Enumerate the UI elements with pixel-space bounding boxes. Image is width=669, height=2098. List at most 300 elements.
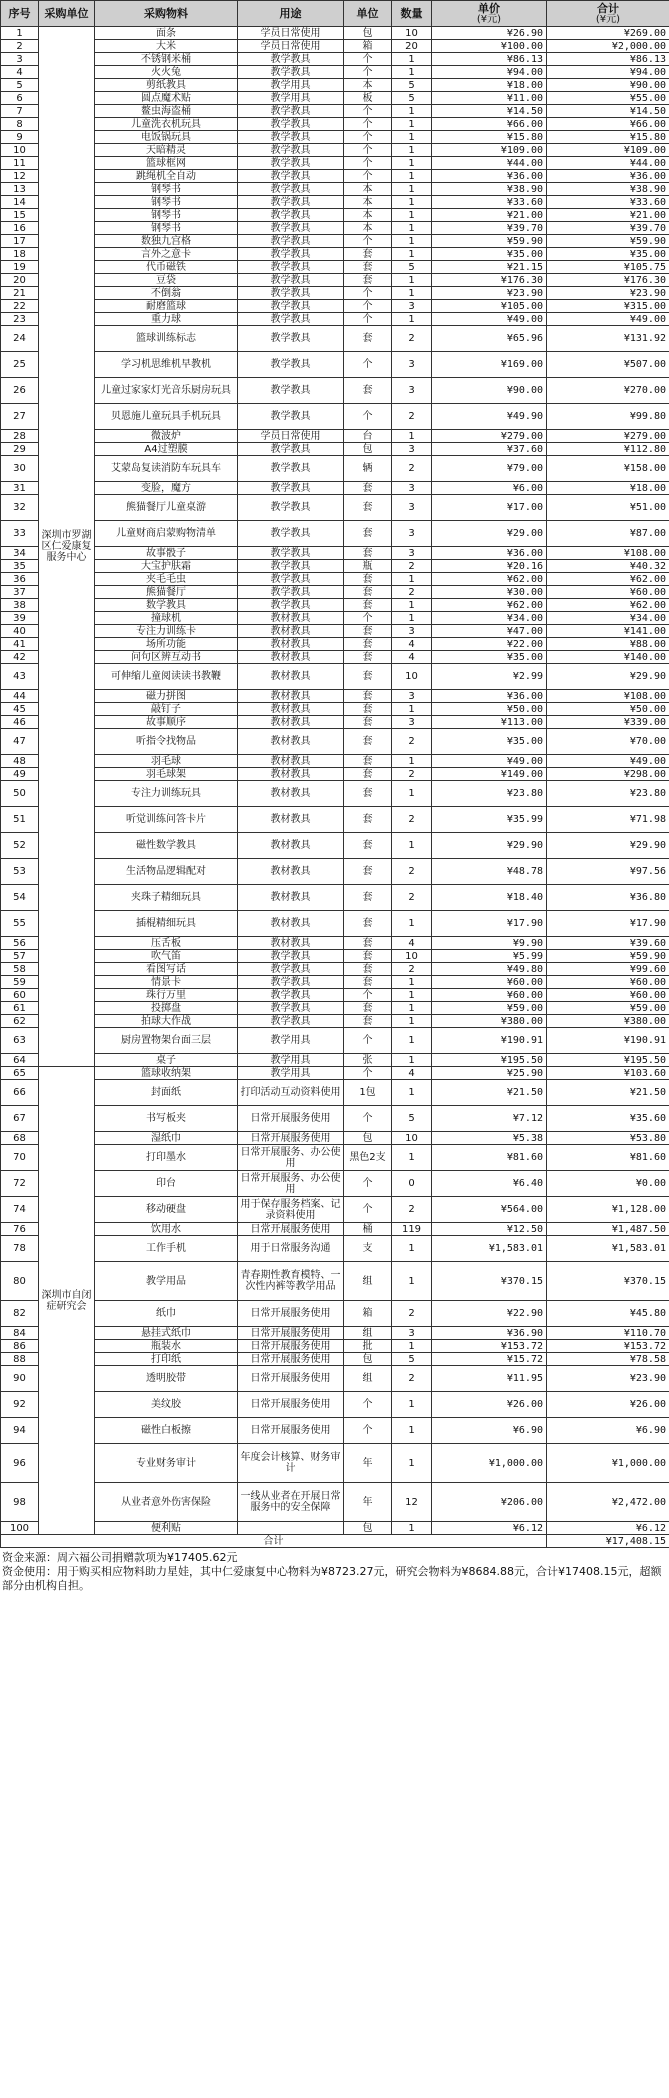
table-row — [1, 196, 669, 209]
cell-use: 教学教具 — [238, 586, 344, 599]
cell-item: 饮用水 — [95, 1223, 238, 1236]
cell-item: 豆袋 — [95, 274, 238, 287]
cell-uom: 个 — [344, 131, 392, 144]
cell-price: ¥26.90 — [432, 27, 547, 40]
cell-seq: 19 — [1, 261, 39, 274]
cell-seq: 52 — [1, 833, 39, 859]
cell-seq: 59 — [1, 976, 39, 989]
cell-seq: 33 — [1, 521, 39, 547]
cell-use: 教学教具 — [238, 976, 344, 989]
cell-price: ¥1,000.00 — [432, 1444, 547, 1483]
cell-qty: 3 — [392, 352, 432, 378]
cell-use: 日常开展服务、办公使用 — [238, 1145, 344, 1171]
cell-qty: 1 — [392, 989, 432, 1002]
cell-uom: 套 — [344, 1002, 392, 1015]
table-row — [1, 1418, 669, 1444]
cell-total: ¥2,472.00 — [547, 1483, 669, 1522]
cell-item: 面条 — [95, 27, 238, 40]
cell-total: ¥21.00 — [547, 209, 669, 222]
cell-item: 钢琴书 — [95, 183, 238, 196]
cell-use: 教材教具 — [238, 937, 344, 950]
cell-item: 故事骰子 — [95, 547, 238, 560]
cell-item: 故事顺序 — [95, 716, 238, 729]
cell-qty: 1 — [392, 911, 432, 937]
header-total — [547, 1, 669, 27]
table-row — [1, 53, 669, 66]
table-row — [1, 1080, 669, 1106]
cell-total: ¥507.00 — [547, 352, 669, 378]
cell-use: 日常开展服务使用 — [238, 1366, 344, 1392]
cell-total: ¥190.91 — [547, 1028, 669, 1054]
cell-item: 钢琴书 — [95, 209, 238, 222]
cell-qty: 2 — [392, 586, 432, 599]
table-row — [1, 170, 669, 183]
cell-use: 教学教具 — [238, 404, 344, 430]
cell-qty: 0 — [392, 1171, 432, 1197]
cell-seq: 47 — [1, 729, 39, 755]
cell-use: 教学教具 — [238, 118, 344, 131]
cell-seq: 62 — [1, 1015, 39, 1028]
cell-qty: 2 — [392, 1197, 432, 1223]
cell-use: 学员日常使用 — [238, 430, 344, 443]
cell-qty: 1 — [392, 976, 432, 989]
cell-total: ¥298.00 — [547, 768, 669, 781]
cell-price: ¥49.80 — [432, 963, 547, 976]
cell-price: ¥49.00 — [432, 755, 547, 768]
cell-item: 磁力拼图 — [95, 690, 238, 703]
cell-item: 大米 — [95, 40, 238, 53]
cell-use: 教学教具 — [238, 963, 344, 976]
cell-total: ¥112.80 — [547, 443, 669, 456]
cell-total: ¥23.90 — [547, 287, 669, 300]
cell-total: ¥141.00 — [547, 625, 669, 638]
cell-item: 专业财务审计 — [95, 1444, 238, 1483]
cell-uom: 台 — [344, 430, 392, 443]
cell-uom: 本 — [344, 79, 392, 92]
cell-use: 教学教具 — [238, 209, 344, 222]
cell-seq: 55 — [1, 911, 39, 937]
cell-price: ¥195.50 — [432, 1054, 547, 1067]
cell-seq: 40 — [1, 625, 39, 638]
cell-item: 羽毛球 — [95, 755, 238, 768]
cell-item: 重力球 — [95, 313, 238, 326]
cell-price: ¥5.38 — [432, 1132, 547, 1145]
cell-total: ¥86.13 — [547, 53, 669, 66]
cell-uom: 个 — [344, 1197, 392, 1223]
cell-uom: 个 — [344, 1067, 392, 1080]
table-row — [1, 651, 669, 664]
cell-seq: 60 — [1, 989, 39, 1002]
cell-item: 剪纸教具 — [95, 79, 238, 92]
cell-uom: 个 — [344, 53, 392, 66]
cell-price: ¥9.90 — [432, 937, 547, 950]
cell-seq: 82 — [1, 1301, 39, 1327]
cell-total: ¥103.60 — [547, 1067, 669, 1080]
cell-seq: 98 — [1, 1483, 39, 1522]
cell-uom: 套 — [344, 833, 392, 859]
table-row — [1, 430, 669, 443]
cell-price: ¥109.00 — [432, 144, 547, 157]
cell-qty: 1 — [392, 1418, 432, 1444]
cell-qty: 1 — [392, 196, 432, 209]
cell-item: 场所功能 — [95, 638, 238, 651]
cell-seq: 6 — [1, 92, 39, 105]
cell-use: 教材教具 — [238, 885, 344, 911]
cell-qty: 1 — [392, 1522, 432, 1535]
cell-price: ¥48.78 — [432, 859, 547, 885]
cell-uom: 支 — [344, 1236, 392, 1262]
cell-uom: 套 — [344, 703, 392, 716]
cell-total: ¥18.00 — [547, 482, 669, 495]
table-row — [1, 1327, 669, 1340]
cell-price: ¥79.00 — [432, 456, 547, 482]
cell-total: ¥14.50 — [547, 105, 669, 118]
cell-qty: 5 — [392, 1353, 432, 1366]
table-row — [1, 703, 669, 716]
cell-price: ¥62.00 — [432, 599, 547, 612]
cell-item: 压舌板 — [95, 937, 238, 950]
cell-uom: 套 — [344, 547, 392, 560]
table-body — [1, 27, 669, 1548]
cell-total: ¥109.00 — [547, 144, 669, 157]
cell-uom: 桶 — [344, 1223, 392, 1236]
cell-use: 教学用具 — [238, 1054, 344, 1067]
cell-qty: 1 — [392, 1262, 432, 1301]
cell-item: 不锈钢米桶 — [95, 53, 238, 66]
cell-total: ¥70.00 — [547, 729, 669, 755]
cell-total: ¥158.00 — [547, 456, 669, 482]
cell-seq: 37 — [1, 586, 39, 599]
cell-qty: 4 — [392, 638, 432, 651]
cell-total: ¥60.00 — [547, 976, 669, 989]
table-row — [1, 573, 669, 586]
cell-qty: 2 — [392, 768, 432, 781]
cell-seq: 20 — [1, 274, 39, 287]
cell-use: 教材教具 — [238, 833, 344, 859]
cell-seq: 56 — [1, 937, 39, 950]
cell-item: 熊猫餐厅 — [95, 586, 238, 599]
cell-total: ¥108.00 — [547, 547, 669, 560]
cell-price: ¥169.00 — [432, 352, 547, 378]
cell-price: ¥60.00 — [432, 976, 547, 989]
cell-total: ¥270.00 — [547, 378, 669, 404]
cell-item: 熊猫餐厅儿童桌游 — [95, 495, 238, 521]
table-row — [1, 1353, 669, 1366]
cell-price: ¥564.00 — [432, 1197, 547, 1223]
cell-qty: 5 — [392, 1106, 432, 1132]
cell-total: ¥140.00 — [547, 651, 669, 664]
cell-item: 敲钉子 — [95, 703, 238, 716]
cell-use: 日常开展服务使用 — [238, 1340, 344, 1353]
cell-item: 学习机思维机早教机 — [95, 352, 238, 378]
cell-total: ¥81.60 — [547, 1145, 669, 1171]
cell-use: 教学教具 — [238, 53, 344, 66]
cell-total: ¥49.00 — [547, 313, 669, 326]
cell-item: 数独九宫格 — [95, 235, 238, 248]
table-row — [1, 300, 669, 313]
cell-item: 插棍精细玩具 — [95, 911, 238, 937]
cell-seq: 70 — [1, 1145, 39, 1171]
table-row — [1, 105, 669, 118]
table-row — [1, 976, 669, 989]
cell-seq: 1 — [1, 27, 39, 40]
cell-qty: 5 — [392, 79, 432, 92]
cell-price: ¥59.00 — [432, 1002, 547, 1015]
cell-price: ¥38.90 — [432, 183, 547, 196]
cell-qty: 5 — [392, 92, 432, 105]
cell-price: ¥59.90 — [432, 235, 547, 248]
table-row — [1, 963, 669, 976]
cell-qty: 3 — [392, 625, 432, 638]
cell-item: 吹气笛 — [95, 950, 238, 963]
cell-use: 教学教具 — [238, 443, 344, 456]
cell-uom: 箱 — [344, 1301, 392, 1327]
cell-total: ¥44.00 — [547, 157, 669, 170]
cell-item: 情景卡 — [95, 976, 238, 989]
cell-uom: 套 — [344, 976, 392, 989]
cell-total: ¥99.80 — [547, 404, 669, 430]
table-row — [1, 287, 669, 300]
cell-item: 瓶装水 — [95, 1340, 238, 1353]
cell-seq: 11 — [1, 157, 39, 170]
cell-price: ¥36.00 — [432, 690, 547, 703]
cell-use: 教材教具 — [238, 729, 344, 755]
cell-item: 言外之意卡 — [95, 248, 238, 261]
header-price-unit: (¥元) — [476, 13, 502, 25]
table-row — [1, 40, 669, 53]
table-row — [1, 768, 669, 781]
cell-price: ¥65.96 — [432, 326, 547, 352]
cell-seq: 48 — [1, 755, 39, 768]
cell-total: ¥339.00 — [547, 716, 669, 729]
cell-qty: 1 — [392, 781, 432, 807]
cell-total: ¥105.75 — [547, 261, 669, 274]
cell-price: ¥22.90 — [432, 1301, 547, 1327]
cell-uom: 套 — [344, 807, 392, 833]
cell-seq: 27 — [1, 404, 39, 430]
cell-price: ¥153.72 — [432, 1340, 547, 1353]
table-row — [1, 833, 669, 859]
cell-qty: 3 — [392, 1327, 432, 1340]
cell-qty: 1 — [392, 183, 432, 196]
table-row — [1, 1483, 669, 1522]
cell-qty: 4 — [392, 1067, 432, 1080]
cell-uom: 包 — [344, 1353, 392, 1366]
cell-total: ¥55.00 — [547, 92, 669, 105]
cell-total: ¥195.50 — [547, 1054, 669, 1067]
cell-use: 日常开展服务使用 — [238, 1301, 344, 1327]
table-row — [1, 144, 669, 157]
cell-use: 教学教具 — [238, 547, 344, 560]
table-row — [1, 638, 669, 651]
cell-item: 电饭锅玩具 — [95, 131, 238, 144]
cell-uom: 套 — [344, 716, 392, 729]
cell-qty: 2 — [392, 885, 432, 911]
cell-use: 青春期性教育模特、一次性内裤等教学用品 — [238, 1262, 344, 1301]
cell-total: ¥1,128.00 — [547, 1197, 669, 1223]
cell-uom: 张 — [344, 1054, 392, 1067]
cell-qty: 1 — [392, 222, 432, 235]
cell-uom: 套 — [344, 586, 392, 599]
cell-price: ¥35.00 — [432, 729, 547, 755]
cell-uom: 个 — [344, 118, 392, 131]
cell-seq: 29 — [1, 443, 39, 456]
cell-item: 夹珠子精细玩具 — [95, 885, 238, 911]
cell-item: 可伸缩儿童阅读读书教鞭 — [95, 664, 238, 690]
header-row — [1, 1, 669, 27]
cell-uom: 套 — [344, 729, 392, 755]
cell-price: ¥21.50 — [432, 1080, 547, 1106]
total-value: ¥17,408.15 — [547, 1535, 669, 1548]
cell-price: ¥44.00 — [432, 157, 547, 170]
cell-seq: 67 — [1, 1106, 39, 1132]
cell-seq: 61 — [1, 1002, 39, 1015]
cell-qty: 1 — [392, 1340, 432, 1353]
cell-price: ¥90.00 — [432, 378, 547, 404]
cell-price: ¥190.91 — [432, 1028, 547, 1054]
cell-item: 数学教具 — [95, 599, 238, 612]
cell-uom: 套 — [344, 651, 392, 664]
cell-qty: 3 — [392, 300, 432, 313]
cell-seq: 63 — [1, 1028, 39, 1054]
cell-qty: 2 — [392, 807, 432, 833]
cell-uom: 组 — [344, 1366, 392, 1392]
cell-total: ¥66.00 — [547, 118, 669, 131]
cell-uom: 套 — [344, 378, 392, 404]
table-row — [1, 950, 669, 963]
cell-qty: 2 — [392, 456, 432, 482]
table-row — [1, 495, 669, 521]
cell-price: ¥17.90 — [432, 911, 547, 937]
cell-qty: 1 — [392, 755, 432, 768]
cell-item: 羽毛球架 — [95, 768, 238, 781]
cell-total: ¥87.00 — [547, 521, 669, 547]
header-item: 采购物料 — [95, 1, 238, 27]
cell-total: ¥94.00 — [547, 66, 669, 79]
cell-item: 钢琴书 — [95, 222, 238, 235]
table-row — [1, 118, 669, 131]
cell-uom: 套 — [344, 261, 392, 274]
cell-qty: 1 — [392, 170, 432, 183]
cell-use: 教材教具 — [238, 807, 344, 833]
cell-use: 年度会计核算、财务审计 — [238, 1444, 344, 1483]
cell-price: ¥33.60 — [432, 196, 547, 209]
table-row — [1, 1301, 669, 1327]
header-qty: 数量 — [392, 1, 432, 27]
table-row — [1, 378, 669, 404]
cell-use: 教学教具 — [238, 222, 344, 235]
cell-item: 儿童洗衣机玩具 — [95, 118, 238, 131]
cell-uom: 瓶 — [344, 560, 392, 573]
cell-qty: 1 — [392, 313, 432, 326]
cell-qty: 1 — [392, 430, 432, 443]
cell-seq: 68 — [1, 1132, 39, 1145]
cell-price: ¥35.99 — [432, 807, 547, 833]
cell-use: 日常开展服务使用 — [238, 1106, 344, 1132]
cell-use: 教材教具 — [238, 625, 344, 638]
cell-use: 教学教具 — [238, 989, 344, 1002]
cell-item: 美纹胶 — [95, 1392, 238, 1418]
cell-qty: 4 — [392, 651, 432, 664]
cell-item: 跳绳机全自动 — [95, 170, 238, 183]
table-row — [1, 66, 669, 79]
cell-seq: 9 — [1, 131, 39, 144]
cell-price: ¥39.70 — [432, 222, 547, 235]
cell-total: ¥59.90 — [547, 950, 669, 963]
cell-qty: 1 — [392, 1054, 432, 1067]
cell-uom: 套 — [344, 690, 392, 703]
table-row — [1, 209, 669, 222]
table-row — [1, 1132, 669, 1145]
cell-seq: 36 — [1, 573, 39, 586]
cell-use: 教材教具 — [238, 664, 344, 690]
table-row — [1, 274, 669, 287]
cell-seq: 24 — [1, 326, 39, 352]
cell-qty: 1 — [392, 248, 432, 261]
cell-uom: 包 — [344, 1132, 392, 1145]
table-row — [1, 716, 669, 729]
cell-qty: 1 — [392, 703, 432, 716]
cell-qty: 1 — [392, 1236, 432, 1262]
cell-use: 教学教具 — [238, 1015, 344, 1028]
cell-uom: 套 — [344, 768, 392, 781]
cell-total: ¥49.00 — [547, 755, 669, 768]
cell-price: ¥6.12 — [432, 1522, 547, 1535]
funding-source-note: 资金来源：周六福公司捐赠款项为¥17405.62元 — [2, 1551, 238, 1564]
cell-use: 学员日常使用 — [238, 27, 344, 40]
cell-total: ¥15.80 — [547, 131, 669, 144]
cell-uom: 套 — [344, 573, 392, 586]
cell-item: 投掷盘 — [95, 1002, 238, 1015]
cell-item: 钢琴书 — [95, 196, 238, 209]
cell-qty: 3 — [392, 443, 432, 456]
cell-item: 印台 — [95, 1171, 238, 1197]
table-row — [1, 1106, 669, 1132]
cell-total: ¥90.00 — [547, 79, 669, 92]
cell-price: ¥149.00 — [432, 768, 547, 781]
cell-item: 湿纸巾 — [95, 1132, 238, 1145]
cell-qty: 20 — [392, 40, 432, 53]
cell-total: ¥0.00 — [547, 1171, 669, 1197]
cell-price: ¥49.90 — [432, 404, 547, 430]
cell-seq: 21 — [1, 287, 39, 300]
cell-qty: 3 — [392, 547, 432, 560]
cell-uom: 年 — [344, 1483, 392, 1522]
cell-uom: 套 — [344, 274, 392, 287]
cell-item: 撞球机 — [95, 612, 238, 625]
cell-item: 看图写话 — [95, 963, 238, 976]
cell-price: ¥2.99 — [432, 664, 547, 690]
cell-price: ¥105.00 — [432, 300, 547, 313]
cell-item: 透明胶带 — [95, 1366, 238, 1392]
table-row — [1, 1262, 669, 1301]
cell-use: 日常开展服务使用 — [238, 1353, 344, 1366]
cell-qty: 3 — [392, 378, 432, 404]
cell-price: ¥36.00 — [432, 547, 547, 560]
cell-price: ¥176.30 — [432, 274, 547, 287]
cell-item: 圆点魔术贴 — [95, 92, 238, 105]
cell-uom: 板 — [344, 92, 392, 105]
table-row — [1, 781, 669, 807]
cell-uom: 个 — [344, 287, 392, 300]
cell-seq: 22 — [1, 300, 39, 313]
cell-seq: 78 — [1, 1236, 39, 1262]
cell-uom: 本 — [344, 209, 392, 222]
cell-item: 问句区辨互动书 — [95, 651, 238, 664]
cell-total: ¥97.56 — [547, 859, 669, 885]
cell-use: 教学教具 — [238, 300, 344, 313]
table-row — [1, 1444, 669, 1483]
